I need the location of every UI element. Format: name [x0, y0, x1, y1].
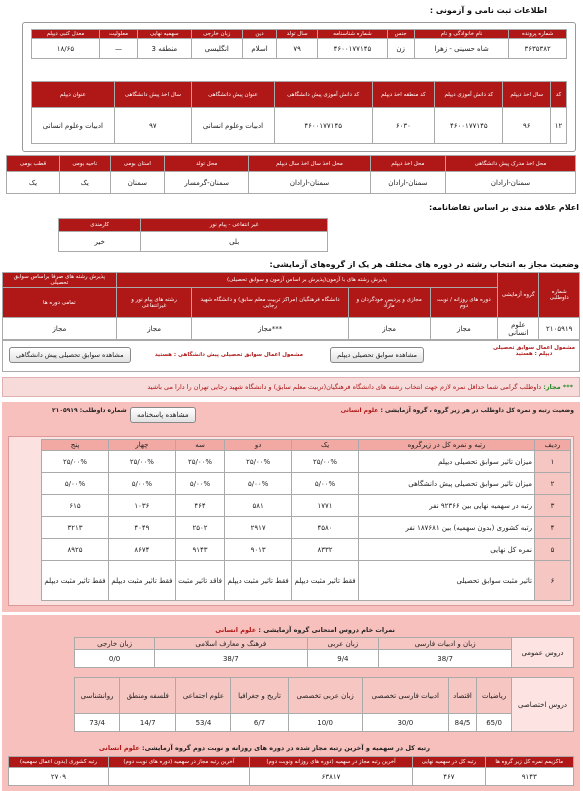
- table-cell: ۵/۰۰%: [175, 473, 224, 495]
- table-cell: ۶۱۵: [42, 495, 109, 517]
- row-label: میزان تاثیر سوابق تحصیلی دیپلم: [359, 451, 535, 473]
- native-province: سمنان: [110, 172, 165, 194]
- table-cell: فقط تاثیر مثبت دیپلم: [42, 561, 109, 601]
- col-header: شماره پرونده: [509, 30, 567, 39]
- national-rank: ۲۷۰۹: [9, 768, 109, 786]
- registration-panel: [22, 22, 576, 152]
- note-text: داوطلب گرامی شما حداقل نمره لازم جهت انتخاب رشته های دانشگاه فرهنگیان(تربیت معلم سابق) و دانشگاه شهید رجایی تهران را دارا می باشید: [147, 383, 542, 391]
- col-header: محل اخذ سال اخذ سال دیپلم: [249, 156, 371, 172]
- col-header: غیر انتفاعی - پیام نور: [141, 219, 328, 232]
- col-header: چهار: [108, 440, 175, 451]
- section-title-eligibility: وضعیت مجاز به انتخاب رشته در دوره های مختلف هر یک از گروه‌های آزمایشی:: [269, 260, 579, 269]
- col-header: جنس: [387, 30, 414, 39]
- group-header: پذیرش رشته های با آزمون(پذیرش بر اساس آزمون و سوابق تحصیلی): [116, 273, 497, 288]
- interest-table: [58, 218, 328, 252]
- col-header: شماره شناسنامه: [318, 30, 387, 39]
- col-header: مجازی و پردیس خودگردان و مازاد: [348, 288, 430, 318]
- rank-table: [41, 439, 571, 601]
- table-cell: ۲۵۰۲: [175, 517, 224, 539]
- final-rank-title: [99, 744, 430, 752]
- col-header: ادبیات فارسی تخصصی: [362, 678, 448, 714]
- col-header: فلسفه ومنطق: [120, 678, 176, 714]
- col-header: معلولیت: [99, 30, 137, 39]
- col-header: کد منطقه اخذ دیپلم: [372, 82, 435, 108]
- col-header: شماره داوطلبی: [539, 273, 580, 318]
- inclusion-row: [2, 340, 580, 372]
- col-header: زبان و ادبیات فارسی: [379, 638, 512, 650]
- diploma-year-place: سمنان-ارادان: [249, 172, 371, 194]
- table-cell: ۲۵/۰۰%: [225, 451, 292, 473]
- score-cell: 14/7: [120, 714, 176, 732]
- table-cell: ۹۱۴۳: [175, 539, 224, 561]
- view-answer-sheet-button[interactable]: مشاهده پاسخنامه: [130, 407, 196, 423]
- id-number: ۴۶۰۰۱۷۷۱۴۵: [318, 39, 387, 59]
- col-header: محل تولد: [165, 156, 249, 172]
- diploma-student-code: ۴۶۰۰۱۷۷۱۴۵: [435, 108, 503, 144]
- note-label: مجاز:: [543, 383, 561, 391]
- col-header: سه: [175, 440, 224, 451]
- payamnoor-status: مجاز: [116, 318, 192, 340]
- birth-place: سمنان-گرمسار: [165, 172, 249, 194]
- col-header: آخرین رتبه مجاز در سهمیه (دوره های روزانه ونوبت دوم): [249, 757, 412, 768]
- col-header: ردیف: [535, 440, 571, 451]
- employee-value: خیر: [59, 232, 141, 252]
- table-cell: ۸۹۲۵: [42, 539, 109, 561]
- candidate-id-label: شماره داوطلب:: [79, 407, 127, 414]
- col-header: کارمندی: [59, 219, 141, 232]
- daily-status: مجاز: [430, 318, 498, 340]
- col-header: پنج: [42, 440, 109, 451]
- col-header: کد: [551, 82, 567, 108]
- row-label: تاثیر مثبت سوابق تحصیلی: [359, 561, 535, 601]
- diploma-region-code: ۶۰۳۰: [372, 108, 435, 144]
- location-table: [6, 155, 576, 194]
- general-courses-table: [74, 637, 574, 668]
- farhangian-note: [2, 377, 580, 397]
- col-header: کد دانش آموزی دیپلم: [435, 82, 503, 108]
- score-cell: 38/7: [379, 650, 512, 668]
- row-number: ۴: [535, 517, 571, 539]
- col-header: رتبه و نمره کل در زیرگروه: [359, 440, 535, 451]
- table-cell: ۲۵/۰۰%: [42, 451, 109, 473]
- col-header: محل اخذ دیپلم: [370, 156, 445, 172]
- table-cell: ۵۸۱: [225, 495, 292, 517]
- rank-panel: [2, 402, 580, 612]
- col-header: عنوان دیپلم: [32, 82, 115, 108]
- col-header: تمامی دوره ها: [3, 288, 117, 318]
- col-header: سال تولد: [276, 30, 317, 39]
- table-cell: ۱۰۳۶: [108, 495, 175, 517]
- quota-rank: ۴۶۷: [413, 768, 485, 786]
- specialized-courses-label: دروس اختصاصی: [512, 678, 574, 732]
- table-cell: فقط تاثیر مثبت دیپلم: [225, 561, 292, 601]
- table-cell: ۳۲۱۳: [42, 517, 109, 539]
- table-cell: ۸۳۳۲: [292, 539, 359, 561]
- diploma-inclusion-label: مشمول اعمال سوابق تحصیلی دیپلم : هستید: [492, 345, 576, 357]
- exam-group: علوم انسانی: [498, 318, 539, 340]
- table-cell: ۲۵/۰۰%: [292, 451, 359, 473]
- table-cell: ۴۵۸۰: [292, 517, 359, 539]
- preuni-inclusion-label: مشمول اعمال سوابق تحصیلی پیش دانشگاهی : هستید: [154, 352, 303, 358]
- diploma-gpa: ۱۸/۶۵: [32, 39, 100, 59]
- table-cell: ۲۹۱۷: [225, 517, 292, 539]
- eligibility-table: [2, 272, 580, 340]
- registration-table: [31, 29, 567, 59]
- row-number: ۵: [535, 539, 571, 561]
- table-cell: ۹۰۱۳: [225, 539, 292, 561]
- candidate-id-value: ۲۱۰۵۹۱۹: [52, 407, 78, 414]
- row-label: نمره کل نهایی: [359, 539, 535, 561]
- rank-title-text: وضعیت رتبه و نمره کل داوطلب در هر زیر گروه ، گروه آزمایشی :: [380, 407, 574, 414]
- table-cell: ۲۵/۰۰%: [108, 451, 175, 473]
- candidate-number: ۲۱۰۵۹۱۹: [539, 318, 580, 340]
- row-label: رتبه کشوری (بدون سهمیه) بین ۱۸۷۶۸۱ نفر: [359, 517, 535, 539]
- score-cell: 65/0: [477, 714, 512, 732]
- col-header: فرهنگ و معارف اسلامی: [155, 638, 307, 650]
- col-header: ماکزیمم نمره کل زیر گروه ها: [485, 757, 574, 768]
- row-number: ۱: [535, 451, 571, 473]
- virtual-status: مجاز: [348, 318, 430, 340]
- col-header: زبان خارجی: [191, 30, 243, 39]
- native-pole: یک: [7, 172, 60, 194]
- records-only-status: مجاز: [3, 318, 117, 340]
- col-header: یک: [292, 440, 359, 451]
- col-header: زبان عربی تخصصی: [288, 678, 362, 714]
- view-diploma-records-button[interactable]: مشاهده سوابق تحصیلی دیپلم: [330, 347, 424, 363]
- religion: اسلام: [243, 39, 277, 59]
- diploma-title: ادبیات وعلوم انسانی: [32, 108, 115, 144]
- general-courses-label: دروس عمومی: [512, 638, 574, 668]
- candidate-id-display: [52, 407, 127, 414]
- col-header: رتبه کل در سهمیه نهایی: [413, 757, 485, 768]
- table-cell: ۸۶۷۴: [108, 539, 175, 561]
- foreign-language: انگلیسی: [191, 39, 243, 59]
- col-header: زبان خارجی: [75, 638, 155, 650]
- col-header: سال اخذ دیپلم: [503, 82, 551, 108]
- native-region: یک: [59, 172, 110, 194]
- preuni-year: ۹۷: [114, 108, 192, 144]
- final-rank-table: [8, 756, 574, 786]
- col-header: آخرین رتبه مجاز در سهمیه (دوره های نوبت دوم): [108, 757, 249, 768]
- table-cell: فقط تاثیر مثبت دیپلم: [292, 561, 359, 601]
- col-header: اقتصاد: [448, 678, 476, 714]
- col-header: قطب بومی: [7, 156, 60, 172]
- table-cell: ۲۵/۰۰%: [175, 451, 224, 473]
- score-cell: 30/0: [362, 714, 448, 732]
- col-header: کد دانش آموزی پیش دانشگاهی: [274, 82, 372, 108]
- table-cell: ۴۶۴: [175, 495, 224, 517]
- col-header: زبان عربی: [307, 638, 379, 650]
- col-header: دین: [243, 30, 277, 39]
- raw-title-text: نمرات خام دروس امتحانی گروه آزمایشی :: [258, 626, 395, 634]
- col-header: نام خانوادگی و نام: [414, 30, 509, 39]
- table-cell: ۴۰۴۹: [108, 517, 175, 539]
- diploma-year: ۹۶: [503, 108, 551, 144]
- final-rank-group: علوم انسانی: [98, 744, 140, 752]
- diploma-table: [31, 81, 567, 144]
- col-header: علوم اجتماعی: [176, 678, 231, 714]
- col-header: رشته های پیام نور و غیرانتفاعی: [116, 288, 192, 318]
- farhangian-status: ***مجاز: [192, 318, 348, 340]
- row-number: ۳: [535, 495, 571, 517]
- note-stars: ***: [562, 383, 573, 391]
- final-rank-panel: [2, 741, 580, 791]
- score-cell: 6/7: [231, 714, 288, 732]
- col-header: سال اخذ پیش دانشگاهی: [114, 82, 192, 108]
- col-header: رتبه کشوری (بدون اعمال سهمیه): [9, 757, 109, 768]
- col-header: محل اخذ مدرک پیش دانشگاهی: [445, 156, 575, 172]
- preuni-title: ادبیات وعلوم انسانی: [192, 108, 275, 144]
- row-label: میزان تاثیر سوابق تحصیلی پیش دانشگاهی: [359, 473, 535, 495]
- col-header: دو: [225, 440, 292, 451]
- score-cell: 84/5: [448, 714, 476, 732]
- nonprofit-value: بلی: [141, 232, 328, 252]
- raw-title: [215, 626, 395, 634]
- file-number: ۳۶۳۵۳۸۲: [509, 39, 567, 59]
- max-total-score: ۹۱۴۳: [485, 768, 574, 786]
- table-cell: فاقد تاثیر مثبت: [175, 561, 224, 601]
- col-header: دوره های روزانه / نوبت دوم: [430, 288, 498, 318]
- row-number: ۶: [535, 561, 571, 601]
- table-cell: ۵/۰۰%: [108, 473, 175, 495]
- full-name: شاه حسینی - زهرا: [414, 39, 509, 59]
- gender: زن: [387, 39, 414, 59]
- col-header: استان بومی: [110, 156, 165, 172]
- col-header: ناحیه بومی: [59, 156, 110, 172]
- col-header: روانشناسی: [75, 678, 120, 714]
- birth-year: ۷۹: [276, 39, 317, 59]
- row-label: رتبه در سهمیه نهایی بین ۹۲۳۶۶ نفر: [359, 495, 535, 517]
- col-header: تاریخ و جغرافیا: [231, 678, 288, 714]
- specialized-courses-table: [74, 677, 574, 732]
- group-header: پذیرش رشته های صرفا براساس سوابق تحصیلی: [3, 273, 117, 288]
- table-cell: ۵/۰۰%: [225, 473, 292, 495]
- final-rank-title-text: رتبه کل در سهمیه و آخرین رتبه مجاز شده در دوره های روزانه و نوبت دوم گروه آزمایشی:: [142, 744, 430, 752]
- score-cell: 0/0: [75, 650, 155, 668]
- final-quota: منطقه 3: [138, 39, 191, 59]
- col-header: گروه آزمایشی: [498, 273, 539, 318]
- view-preuni-records-button[interactable]: مشاهده سوابق تحصیلی پیش دانشگاهی: [9, 347, 131, 363]
- diploma-place: سمنان-ارادان: [370, 172, 445, 194]
- col-header: دانشگاه فرهنگیان (مراکز تربیت معلم سابق) و دانشگاه شهید رجایی: [192, 288, 348, 318]
- table-cell: فقط تاثیر مثبت دیپلم: [108, 561, 175, 601]
- score-cell: 73/4: [75, 714, 120, 732]
- col-header: سهمیه نهایی: [138, 30, 191, 39]
- score-cell: 10/0: [288, 714, 362, 732]
- last-allowed-rank-evening: [108, 768, 249, 786]
- table-cell: ۵/۰۰%: [292, 473, 359, 495]
- code: ۱۲: [551, 108, 567, 144]
- table-cell: ۵/۰۰%: [42, 473, 109, 495]
- section-title-interest: اعلام علاقه مندی بر اساس تقاضانامه:: [428, 203, 579, 212]
- table-cell: ۱۷۷۱: [292, 495, 359, 517]
- score-cell: 38/7: [155, 650, 307, 668]
- raw-scores-panel: [2, 615, 580, 741]
- section-title-registration: اطلاعات ثبت نامی و آزمونی :: [429, 6, 547, 15]
- rank-group: علوم انسانی: [340, 407, 379, 414]
- col-header: عنوان پیش دانشگاهی: [192, 82, 275, 108]
- preuni-place: سمنان-ارادان: [445, 172, 575, 194]
- last-allowed-rank-daily: ۶۳۸۱۷: [249, 768, 412, 786]
- row-number: ۲: [535, 473, 571, 495]
- raw-group: علوم انسانی: [215, 626, 257, 634]
- col-header: ریاضیات: [477, 678, 512, 714]
- disability: —: [99, 39, 137, 59]
- col-header: معدل کتبی دیپلم: [32, 30, 100, 39]
- score-cell: 53/4: [176, 714, 231, 732]
- preuni-student-code: ۴۶۰۰۱۷۷۱۴۵: [274, 108, 372, 144]
- rank-title: [341, 407, 574, 414]
- score-cell: 9/4: [307, 650, 379, 668]
